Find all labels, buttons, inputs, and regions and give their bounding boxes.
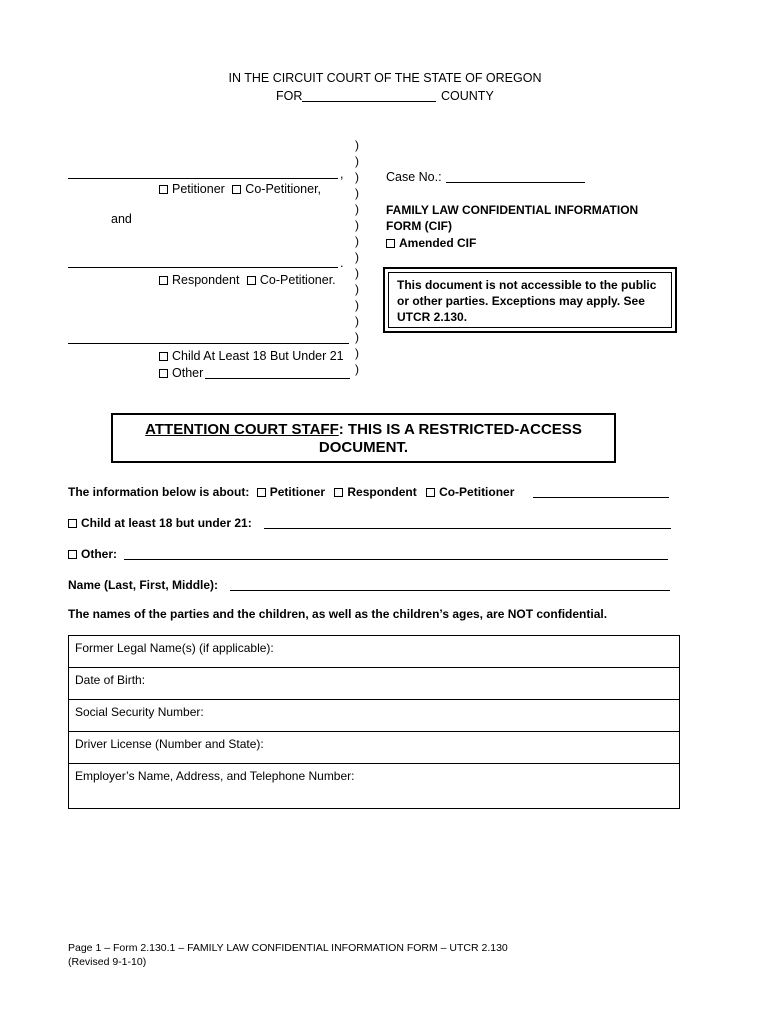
co-petitioner2-checkbox[interactable] xyxy=(247,276,256,285)
attention-text-line2: DOCUMENT. xyxy=(318,439,409,456)
co-petitioner-label: Co-Petitioner, xyxy=(245,182,322,196)
amended-option xyxy=(386,236,476,250)
paren: ) xyxy=(355,266,359,280)
about-co-petitioner-field[interactable] xyxy=(533,497,669,498)
case-no-label: Case No.: xyxy=(386,170,442,184)
name-label: Name (Last, First, Middle): xyxy=(68,578,219,592)
table-row xyxy=(69,732,680,764)
paren: ) xyxy=(355,170,359,184)
other-checkbox[interactable] xyxy=(159,369,168,378)
name-field[interactable] xyxy=(230,590,670,591)
respondent-period: . xyxy=(340,256,344,270)
respondent-label: Respondent xyxy=(172,273,240,287)
ssn-cell[interactable]: Social Security Number: xyxy=(69,700,680,732)
attention-box xyxy=(111,413,616,463)
about-row xyxy=(68,485,514,499)
public-access-notice xyxy=(383,267,677,333)
paren: ) xyxy=(355,346,359,360)
about-co-petitioner-label: Co-Petitioner xyxy=(439,485,515,499)
petitioner-label: Petitioner xyxy=(172,182,225,196)
other-party-field[interactable] xyxy=(205,378,350,379)
about-child-label: Child at least 18 but under 21: xyxy=(81,516,252,530)
about-other-label: Other: xyxy=(81,547,117,561)
child-option xyxy=(159,349,344,363)
petitioner-checkbox[interactable] xyxy=(159,185,168,194)
about-petitioner-checkbox[interactable] xyxy=(257,488,266,497)
county-prefix: FOR xyxy=(276,89,303,103)
petitioner-comma: , xyxy=(340,167,344,181)
paren: ) xyxy=(355,202,359,216)
driver-license-cell[interactable]: Driver License (Number and State): xyxy=(69,732,680,764)
county-name-field[interactable] xyxy=(302,101,436,102)
paren: ) xyxy=(355,186,359,200)
employer-cell[interactable]: Employer’s Name, Address, and Telephone Number: xyxy=(69,764,680,809)
about-other-checkbox[interactable] xyxy=(68,550,77,559)
respondent-options xyxy=(159,273,336,287)
about-petitioner-label: Petitioner xyxy=(269,485,326,499)
table-row xyxy=(69,668,680,700)
petitioner-options xyxy=(159,182,321,196)
co-petitioner-checkbox[interactable] xyxy=(232,185,241,194)
former-names-cell[interactable]: Former Legal Name(s) (if applicable): xyxy=(69,636,680,668)
amended-label: Amended CIF xyxy=(399,236,477,250)
amended-checkbox[interactable] xyxy=(386,239,395,248)
respondent-checkbox[interactable] xyxy=(159,276,168,285)
child-checkbox[interactable] xyxy=(159,352,168,361)
case-no-field[interactable] xyxy=(446,182,585,183)
paren: ) xyxy=(355,362,359,376)
date-of-birth-cell[interactable]: Date of Birth: xyxy=(69,668,680,700)
paren: ) xyxy=(355,138,359,152)
form-title-line1: FAMILY LAW CONFIDENTIAL INFORMATION xyxy=(386,203,639,217)
other-label: Other xyxy=(172,366,204,380)
table-row xyxy=(69,700,680,732)
confidential-info-table xyxy=(68,635,680,809)
paren: ) xyxy=(355,314,359,328)
paren: ) xyxy=(355,250,359,264)
footer-line2: (Revised 9-1-10) xyxy=(68,956,147,968)
county-suffix: COUNTY xyxy=(441,89,494,103)
and-label: and xyxy=(111,212,132,226)
paren: ) xyxy=(355,218,359,232)
notice-line2: or other parties. Exceptions may apply. See xyxy=(397,294,645,308)
notice-line1: This document is not accessible to the public xyxy=(397,278,657,292)
about-respondent-label: Respondent xyxy=(347,485,417,499)
about-respondent-checkbox[interactable] xyxy=(334,488,343,497)
paren: ) xyxy=(355,282,359,296)
paren: ) xyxy=(355,234,359,248)
paren: ) xyxy=(355,298,359,312)
about-child-field[interactable] xyxy=(264,528,671,529)
child-name-field[interactable] xyxy=(68,343,349,344)
footer-line1: Page 1 – Form 2.130.1 – FAMILY LAW CONFIDENTIAL INFORMATION FORM – UTCR 2.130 xyxy=(68,942,508,954)
attention-text: : THIS IS A RESTRICTED-ACCESS xyxy=(338,421,582,438)
confidentiality-note: The names of the parties and the children, as well as the children’s ages, are NOT confidential. xyxy=(68,607,608,621)
attention-heading: ATTENTION COURT STAFF xyxy=(145,421,339,438)
about-label: The information below is about: xyxy=(68,485,250,499)
paren: ) xyxy=(355,330,359,344)
court-heading: IN THE CIRCUIT COURT OF THE STATE OF OREGON xyxy=(228,71,542,85)
petitioner-name-field[interactable] xyxy=(68,178,338,179)
about-co-petitioner-checkbox[interactable] xyxy=(426,488,435,497)
form-title-line2: FORM (CIF) xyxy=(386,219,452,233)
co-petitioner2-label: Co-Petitioner. xyxy=(259,273,336,287)
about-child-row xyxy=(68,516,252,530)
about-other-row xyxy=(68,547,117,561)
table-row xyxy=(69,636,680,668)
respondent-name-field[interactable] xyxy=(68,267,338,268)
about-child-checkbox[interactable] xyxy=(68,519,77,528)
about-other-field[interactable] xyxy=(124,559,668,560)
page-footer xyxy=(68,941,508,969)
notice-line3: UTCR 2.130. xyxy=(397,310,468,324)
child-label: Child At Least 18 But Under 21 xyxy=(172,349,344,363)
other-option xyxy=(159,366,203,380)
paren: ) xyxy=(355,154,359,168)
table-row xyxy=(69,764,680,809)
